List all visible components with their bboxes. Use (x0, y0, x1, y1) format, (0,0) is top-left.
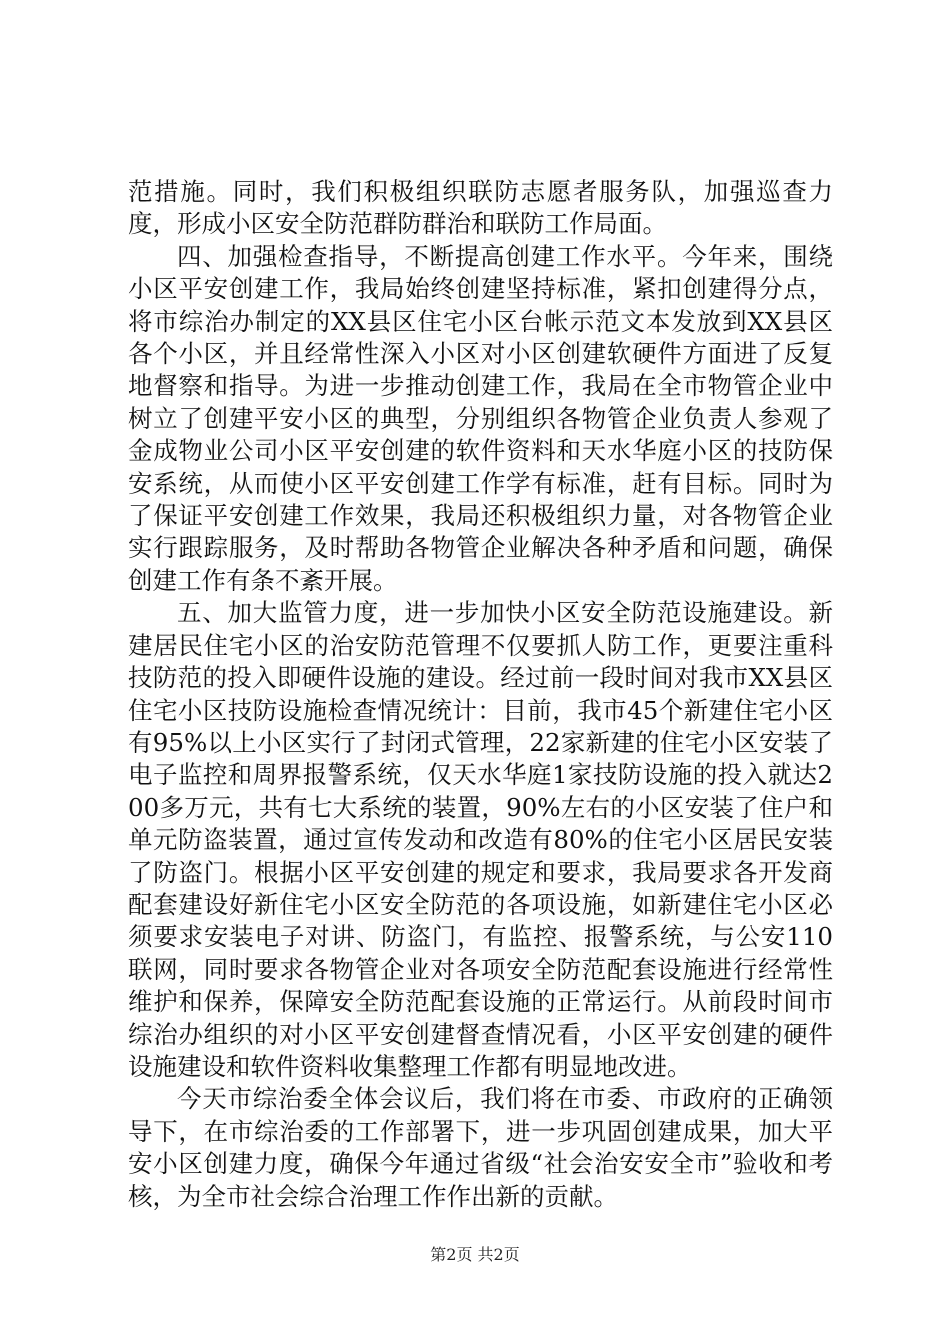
paragraph-section-four: 四、加强检查指导，不断提高创建工作水平。今年来，围绕小区平安创建工作，我局始终创建坚持标准，紧扣创建得分点，将市综治办制定的XX县区住宅小区台帐示范文本发放到XX县区各个小区，并且经常性深入小区对小区创建软硬件方面进了反复地督察和指导。为进一步推动创建工作，我局在全市物管企业中树立了创建平安小区的典型，分别组织各物管企业负责人参观了金成物业公司小区平安创建的软件资料和天水华庭小区的技防保安系统，从而使小区平安创建工作学有标准，赶有目标。同时为了保证平安创建工作效果，我局还积极组织力量，对各物管企业实行跟踪服务，及时帮助各物管企业解决各种矛盾和问题，确保创建工作有条不紊开展。 (128, 241, 833, 595)
document-body (128, 176, 833, 1213)
paragraph-conclusion: 今天市综治委全体会议后，我们将在市委、市政府的正确领导下，在市综治委的工作部署下，进一步巩固创建成果，加大平安小区创建力度，确保今年通过省级“社会治安安全市”验收和考核，为全市社会综合治理工作作出新的贡献。 (128, 1084, 833, 1211)
page-number-footer: 第2页 共2页 (430, 1245, 520, 1264)
paragraph-section-five: 五、加大监管力度，进一步加快小区安全防范设施建设。新建居民住宅小区的治安防范管理不仅要抓人防工作，更要注重科技防范的投入即硬件设施的建设。经过前一段时间对我市XX县区住宅小区技防设施检查情况统计：目前，我市45个新建住宅小区有95%以上小区实行了封闭式管理，22家新建的住宅小区安装了电子监控和周界报警系统，仅天水华庭1家技防设施的投入就达200多万元，共有七大系统的装置，90%左右的小区安装了住户和单元防盗装置，通过宣传发动和改造有80%的住宅小区居民安装了防盗门。根据小区平安创建的规定和要求，我局要求各开发商配套建设好新住宅小区安全防范的各项设施，如新建住宅小区必须要求安装电子对讲、防盗门，有监控、报警系统，与公安110联网，同时要求各物管企业对各项安全防范配套设施进行经常性维护和保养，保障安全防范配套设施的正常运行。从前段时间市综治办组织的对小区平安创建督查情况看，小区平安创建的硬件设施建设和软件资料收集整理工作都有明显地改进。 (128, 598, 833, 1081)
paragraph-continuation: 范措施。同时，我们积极组织联防志愿者服务队，加强巡查力度，形成小区安全防范群防群治和联防工作局面。 (128, 177, 833, 239)
